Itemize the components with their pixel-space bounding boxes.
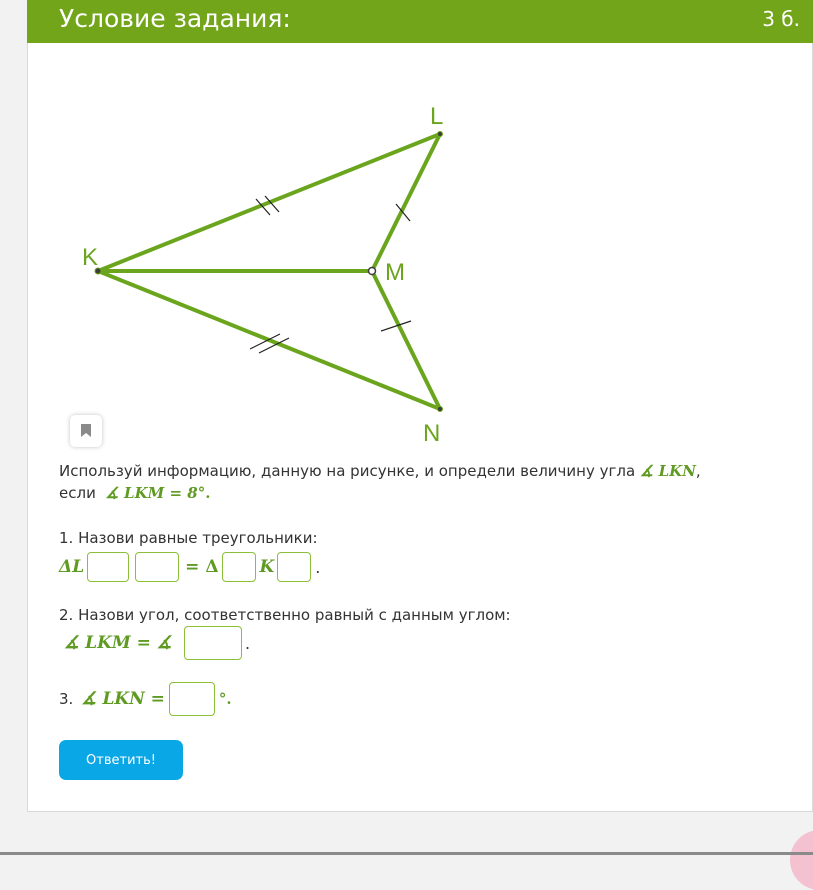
intro-comma: , [695, 462, 701, 480]
segment-kl [98, 134, 440, 271]
point-m [369, 268, 376, 275]
question-2-label: 2. Назови угол, соответственно равный с данным углом: [59, 606, 511, 624]
task-intro-line1 [59, 460, 701, 482]
q3-prefix: 3. [59, 690, 74, 708]
label-k: K [82, 244, 99, 271]
q1-answer-box-3[interactable] [222, 552, 256, 582]
segment-mn [372, 271, 440, 409]
given-angle-math: ∡ LKM = 8 [105, 484, 198, 502]
point-n [438, 407, 443, 412]
task-title: Условие задания: [59, 4, 291, 33]
submit-button[interactable]: Ответить! [59, 740, 183, 780]
q1-answer-box-2[interactable] [135, 552, 179, 582]
label-n: N [423, 420, 441, 447]
question-2-row [64, 626, 250, 660]
given-degree: °. [197, 484, 211, 502]
q3-end: °. [218, 690, 232, 708]
q3-expression: ∡ LKN = [81, 689, 165, 709]
q3-answer-box[interactable] [169, 682, 215, 716]
q1-answer-box-4[interactable] [277, 552, 311, 582]
q2-end: . [245, 633, 251, 653]
q1-equals-delta: = Δ [185, 557, 219, 577]
intro-if: если [59, 484, 101, 502]
question-1-row [59, 551, 320, 583]
q1-k: K [259, 557, 275, 577]
intro-text: Используй информацию, данную на рисунке, и определи величину угла [59, 462, 640, 480]
bookmark-button[interactable] [70, 415, 102, 447]
q1-answer-box-1[interactable] [87, 552, 129, 582]
bookmark-icon [81, 424, 91, 437]
task-points: 3 б. [762, 7, 800, 31]
question-3-row [59, 682, 232, 716]
label-l: L [430, 103, 444, 130]
q2-expression: ∡ LKM = ∡ [64, 633, 173, 653]
question-1-label: 1. Назови равные треугольники: [59, 529, 318, 547]
corner-decoration [790, 830, 813, 890]
label-m: M [385, 259, 405, 286]
task-intro-line2 [59, 482, 210, 504]
segment-lm [372, 134, 440, 271]
q1-end: . [315, 557, 321, 577]
q1-triangle-start: ΔL [59, 557, 85, 577]
point-l [438, 132, 443, 137]
angle-lkn-math: ∡ LKN [639, 462, 696, 480]
q2-answer-box[interactable] [184, 626, 242, 660]
